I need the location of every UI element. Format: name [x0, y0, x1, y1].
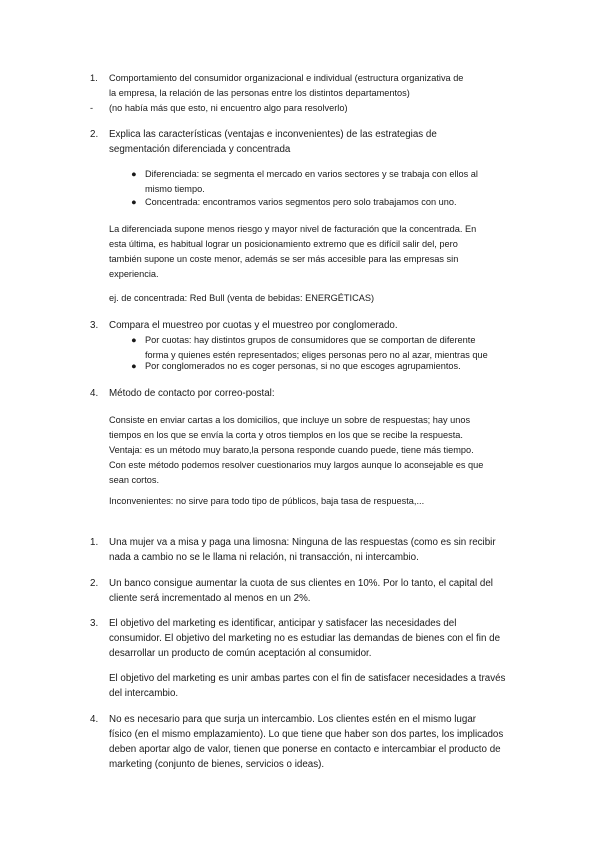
question-text: Compara el muestreo por cuotas y el muestreo por conglomerado.	[109, 320, 398, 331]
list-number: 3.	[90, 618, 99, 629]
paragraph	[109, 222, 529, 282]
list-number: 3.	[90, 320, 99, 331]
example-text: ej. de concentrada: Red Bull (venta de bebidas: ENERGÉTICAS)	[109, 293, 375, 303]
text-line: Diferenciada: se segmenta el mercado en varios sectores y se trabaja con ellos al	[145, 169, 478, 179]
text-line: Por cuotas: hay distintos grupos de consumidores que se comportan de diferente	[145, 335, 476, 345]
text-line: la empresa, la relación de las personas entre los distintos departamentos)	[109, 88, 410, 98]
dash-marker: -	[90, 103, 94, 113]
text-line: El objetivo del marketing es identificar, anticipar y satisfacer las necesidades del	[109, 618, 457, 629]
text-line: Ventaja: es un método muy barato,la persona responde cuando puede, tiene más tiempo.	[109, 445, 474, 455]
question-text	[109, 71, 529, 101]
text-line: forma y quienes estén representados; eliges personas pero no al azar, mientras que	[145, 350, 488, 360]
text-line: consumidor. El objetivo del marketing no es estudiar las demandas de bienes con el fin de	[109, 633, 501, 644]
list-number: 4.	[90, 388, 99, 399]
question-text	[109, 127, 529, 157]
text-line: marketing (conjunto de bienes, servicios o ideas).	[109, 759, 325, 770]
text-line: deben aportar algo de valor, tienen que ponerse en contacto e intercambiar el producto de	[109, 744, 501, 755]
text-line: experiencia.	[109, 269, 159, 279]
bullet-icon: ●	[131, 361, 137, 371]
text-line: Comportamiento del consumidor organizacional e individual (estructura organizativa de	[109, 73, 464, 83]
text-line: El objetivo del marketing es unir ambas partes con el fin de satisfacer necesidades a través	[109, 673, 506, 684]
text-line: sean cortos.	[109, 475, 160, 485]
text-line: No es necesario para que surja un intercambio. Los clientes estén en el mismo lugar	[109, 714, 477, 725]
text-line: físico (en el mismo emplazamiento). Lo que tiene que haber son dos partes, los implicados	[109, 729, 504, 740]
bullet-icon: ●	[131, 197, 137, 207]
text-line: también supone un coste menor, además se ser más accesible para las empresas sin	[109, 254, 459, 264]
paragraph	[109, 671, 529, 701]
text-line: del intercambio.	[109, 688, 179, 699]
note-text: (no había más que esto, ni encuentro algo para resolverlo)	[109, 103, 348, 113]
bullet-text: Por conglomerados no es coger personas, si no que escoges agrupamientos.	[145, 361, 461, 371]
text-line: Con este método podemos resolver cuestionarios muy largos aunque lo aconsejable es que	[109, 460, 484, 470]
text-line: La diferenciada supone menos riesgo y mayor nivel de facturación que la concentrada. En	[109, 224, 477, 234]
cons-text: Inconvenientes: no sirve para todo tipo de públicos, baja tasa de respuesta,...	[109, 496, 425, 506]
text-line: Un banco consigue aumentar la cuota de sus clientes en 10%. Por lo tanto, el capital del	[109, 578, 493, 589]
list-number: 2.	[90, 578, 99, 589]
text-line: tiempos en los que se envía la corta y otros tiemplos en los que se recibe la respuesta.	[109, 430, 463, 440]
text-line: esta última, es habitual lograr un posicionamiento extremo que es difícil salir del, pero	[109, 239, 458, 249]
list-number: 4.	[90, 714, 99, 725]
paragraph	[109, 413, 529, 488]
answer-text	[109, 712, 529, 772]
bullet-icon: ●	[131, 169, 137, 179]
text-line: Explica las características (ventajas e inconvenientes) de las estrategias de	[109, 129, 437, 140]
text-line: Una mujer va a misa y paga una limosna: Ninguna de las respuestas (como es sin recibir	[109, 537, 496, 548]
text-line: segmentación diferenciada y concentrada	[109, 144, 291, 155]
list-number: 2.	[90, 129, 99, 140]
answer-text	[109, 616, 529, 661]
question-text: Método de contacto por correo-postal:	[109, 388, 275, 399]
answer-text	[109, 576, 529, 606]
bullet-text	[145, 167, 530, 197]
list-number: 1.	[90, 73, 98, 83]
text-line: cliente será incrementado al menos en un 2%.	[109, 593, 311, 604]
list-number: 1.	[90, 537, 99, 548]
text-line: desarrollar un producto de común aceptación al consumidor.	[109, 648, 372, 659]
text-line: mismo tiempo.	[145, 184, 205, 194]
text-line: Consiste en enviar cartas a los domicilios, que incluye un sobre de respuestas; hay unos	[109, 415, 471, 425]
bullet-text: Concentrada: encontramos varios segmentos pero solo trabajamos con uno.	[145, 197, 457, 207]
bullet-icon: ●	[131, 335, 137, 345]
text-line: nada a cambio no se le llama ni relación, ni transacción, ni intercambio.	[109, 552, 419, 563]
answer-text	[109, 535, 529, 565]
